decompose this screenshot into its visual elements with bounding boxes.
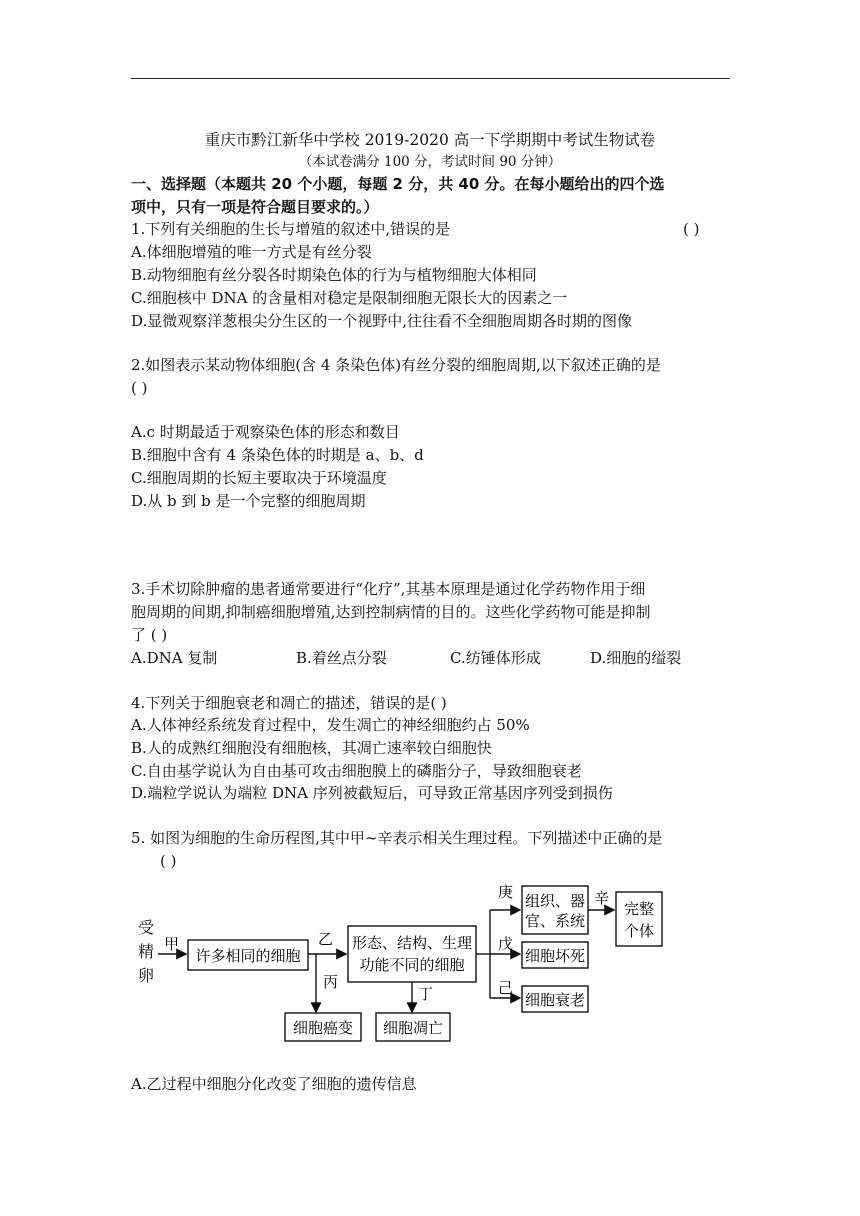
box-tissue-text-2: 官、系统 xyxy=(524,912,586,930)
label-start-3: 卵 xyxy=(138,966,155,985)
q1-option-b: B.动物细胞有丝分裂各时期染色体的行为与植物细胞大体相同 xyxy=(131,266,537,284)
label-xin: 辛 xyxy=(594,889,610,907)
q3-stem-line1: 3.手术切除肿瘤的患者通常要进行“化疗”,其基本原理是通过化学药物作用于细 xyxy=(131,580,646,598)
cell-life-history-diagram xyxy=(120,870,680,1050)
exam-subtitle: （本试卷满分 100 分，考试时间 90 分钟） xyxy=(298,154,562,170)
label-yi: 乙 xyxy=(318,930,334,948)
label-geng: 庚 xyxy=(498,883,514,901)
q4-stem: 4.下列关于细胞衰老和凋亡的描述，错误的是( ) xyxy=(131,694,447,712)
q4-option-a: A.人体神经系统发育过程中，发生凋亡的神经细胞约占 50% xyxy=(131,716,530,734)
label-start-1: 受 xyxy=(138,918,155,937)
box-diff-text-2: 功能不同的细胞 xyxy=(359,956,465,974)
label-start-2: 精 xyxy=(138,942,155,961)
q4-option-d: D.端粒学说认为端粒 DNA 序列被截短后，可导致正常基因序列受到损伤 xyxy=(131,784,613,802)
q5-stem: 5. 如图为细胞的生命历程图,其中甲~辛表示相关生理过程。下列描述中正确的是 xyxy=(131,829,663,847)
q1-option-d: D.显微观察洋葱根尖分生区的一个视野中,往往看不全细胞周期各时期的图像 xyxy=(131,312,633,330)
box-individual-text-1: 完整 xyxy=(623,900,655,918)
q2-stem: 2.如图表示某动物体细胞(含 4 条染色体)有丝分裂的细胞周期,以下叙述正确的是 xyxy=(131,356,661,374)
q2-option-a: A.c 时期最适于观察染色体的形态和数目 xyxy=(131,423,400,441)
section-heading-line1: 一、选择题（本题共 20 个小题，每题 2 分，共 40 分。在每小题给出的四个选 xyxy=(131,175,665,193)
q2-option-c: C.细胞周期的长短主要取决于环境温度 xyxy=(131,469,387,487)
q1-option-c: C.细胞核中 DNA 的含量相对稳定是限制细胞无限长大的因素之一 xyxy=(131,289,568,307)
box-aging-text: 细胞衰老 xyxy=(524,991,586,1009)
q2-option-d: D.从 b 到 b 是一个完整的细胞周期 xyxy=(131,492,366,510)
q4-option-b: B.人的成熟红细胞没有细胞核，其凋亡速率较白细胞快 xyxy=(131,739,492,757)
box-apoptosis-text: 细胞凋亡 xyxy=(382,1019,444,1037)
q2-option-b: B.细胞中含有 4 条染色体的时期是 a、b、d xyxy=(131,446,424,464)
q1-stem: 1.下列有关细胞的生长与增殖的叙述中,错误的是 xyxy=(131,220,451,238)
box-same-cells-text: 许多相同的细胞 xyxy=(195,947,301,965)
header-rule xyxy=(131,78,730,79)
box-cancer-text: 细胞癌变 xyxy=(292,1019,354,1037)
label-bing: 丙 xyxy=(323,973,339,991)
box-individual-text-2: 个体 xyxy=(623,922,655,940)
label-ji: 己 xyxy=(498,979,514,997)
q4-option-c: C.自由基学说认为自由基可攻击细胞膜上的磷脂分子，导致细胞衰老 xyxy=(131,762,582,780)
label-jia: 甲 xyxy=(164,935,180,953)
q3-option-b: B.着丝点分裂 xyxy=(296,649,387,667)
q1-option-a: A.体细胞增殖的唯一方式是有丝分裂 xyxy=(131,243,372,261)
label-wu: 戊 xyxy=(498,935,514,953)
section-heading-line2: 项中，只有一项是符合题目要求的。） xyxy=(131,198,379,216)
box-diff-text-1: 形态、结构、生理 xyxy=(351,934,473,952)
q1-answer-blank: ( ) xyxy=(683,220,700,238)
box-necrosis-text: 细胞坏死 xyxy=(524,947,586,965)
q3-option-c: C.纺锤体形成 xyxy=(450,649,541,667)
exam-title: 重庆市黔江新华中学校 2019-2020 高一下学期期中考试生物试卷 xyxy=(204,131,656,149)
label-ding: 丁 xyxy=(418,985,434,1003)
q3-stem-line2: 胞周期的间期,抑制癌细胞增殖,达到控制病情的目的。这些化学药物可能是抑制 xyxy=(131,603,651,621)
q2-answer-blank: ( ) xyxy=(131,379,148,397)
q5-answer-blank: ( ) xyxy=(160,852,177,870)
q3-option-d: D.细胞的缢裂 xyxy=(590,649,682,667)
q3-option-a: A.DNA 复制 xyxy=(131,649,218,667)
q3-stem-line3: 了 ( ) xyxy=(131,626,168,644)
box-tissue-text-1: 组织、器 xyxy=(524,892,586,910)
q5-option-a: A.乙过程中细胞分化改变了细胞的遗传信息 xyxy=(131,1075,417,1093)
